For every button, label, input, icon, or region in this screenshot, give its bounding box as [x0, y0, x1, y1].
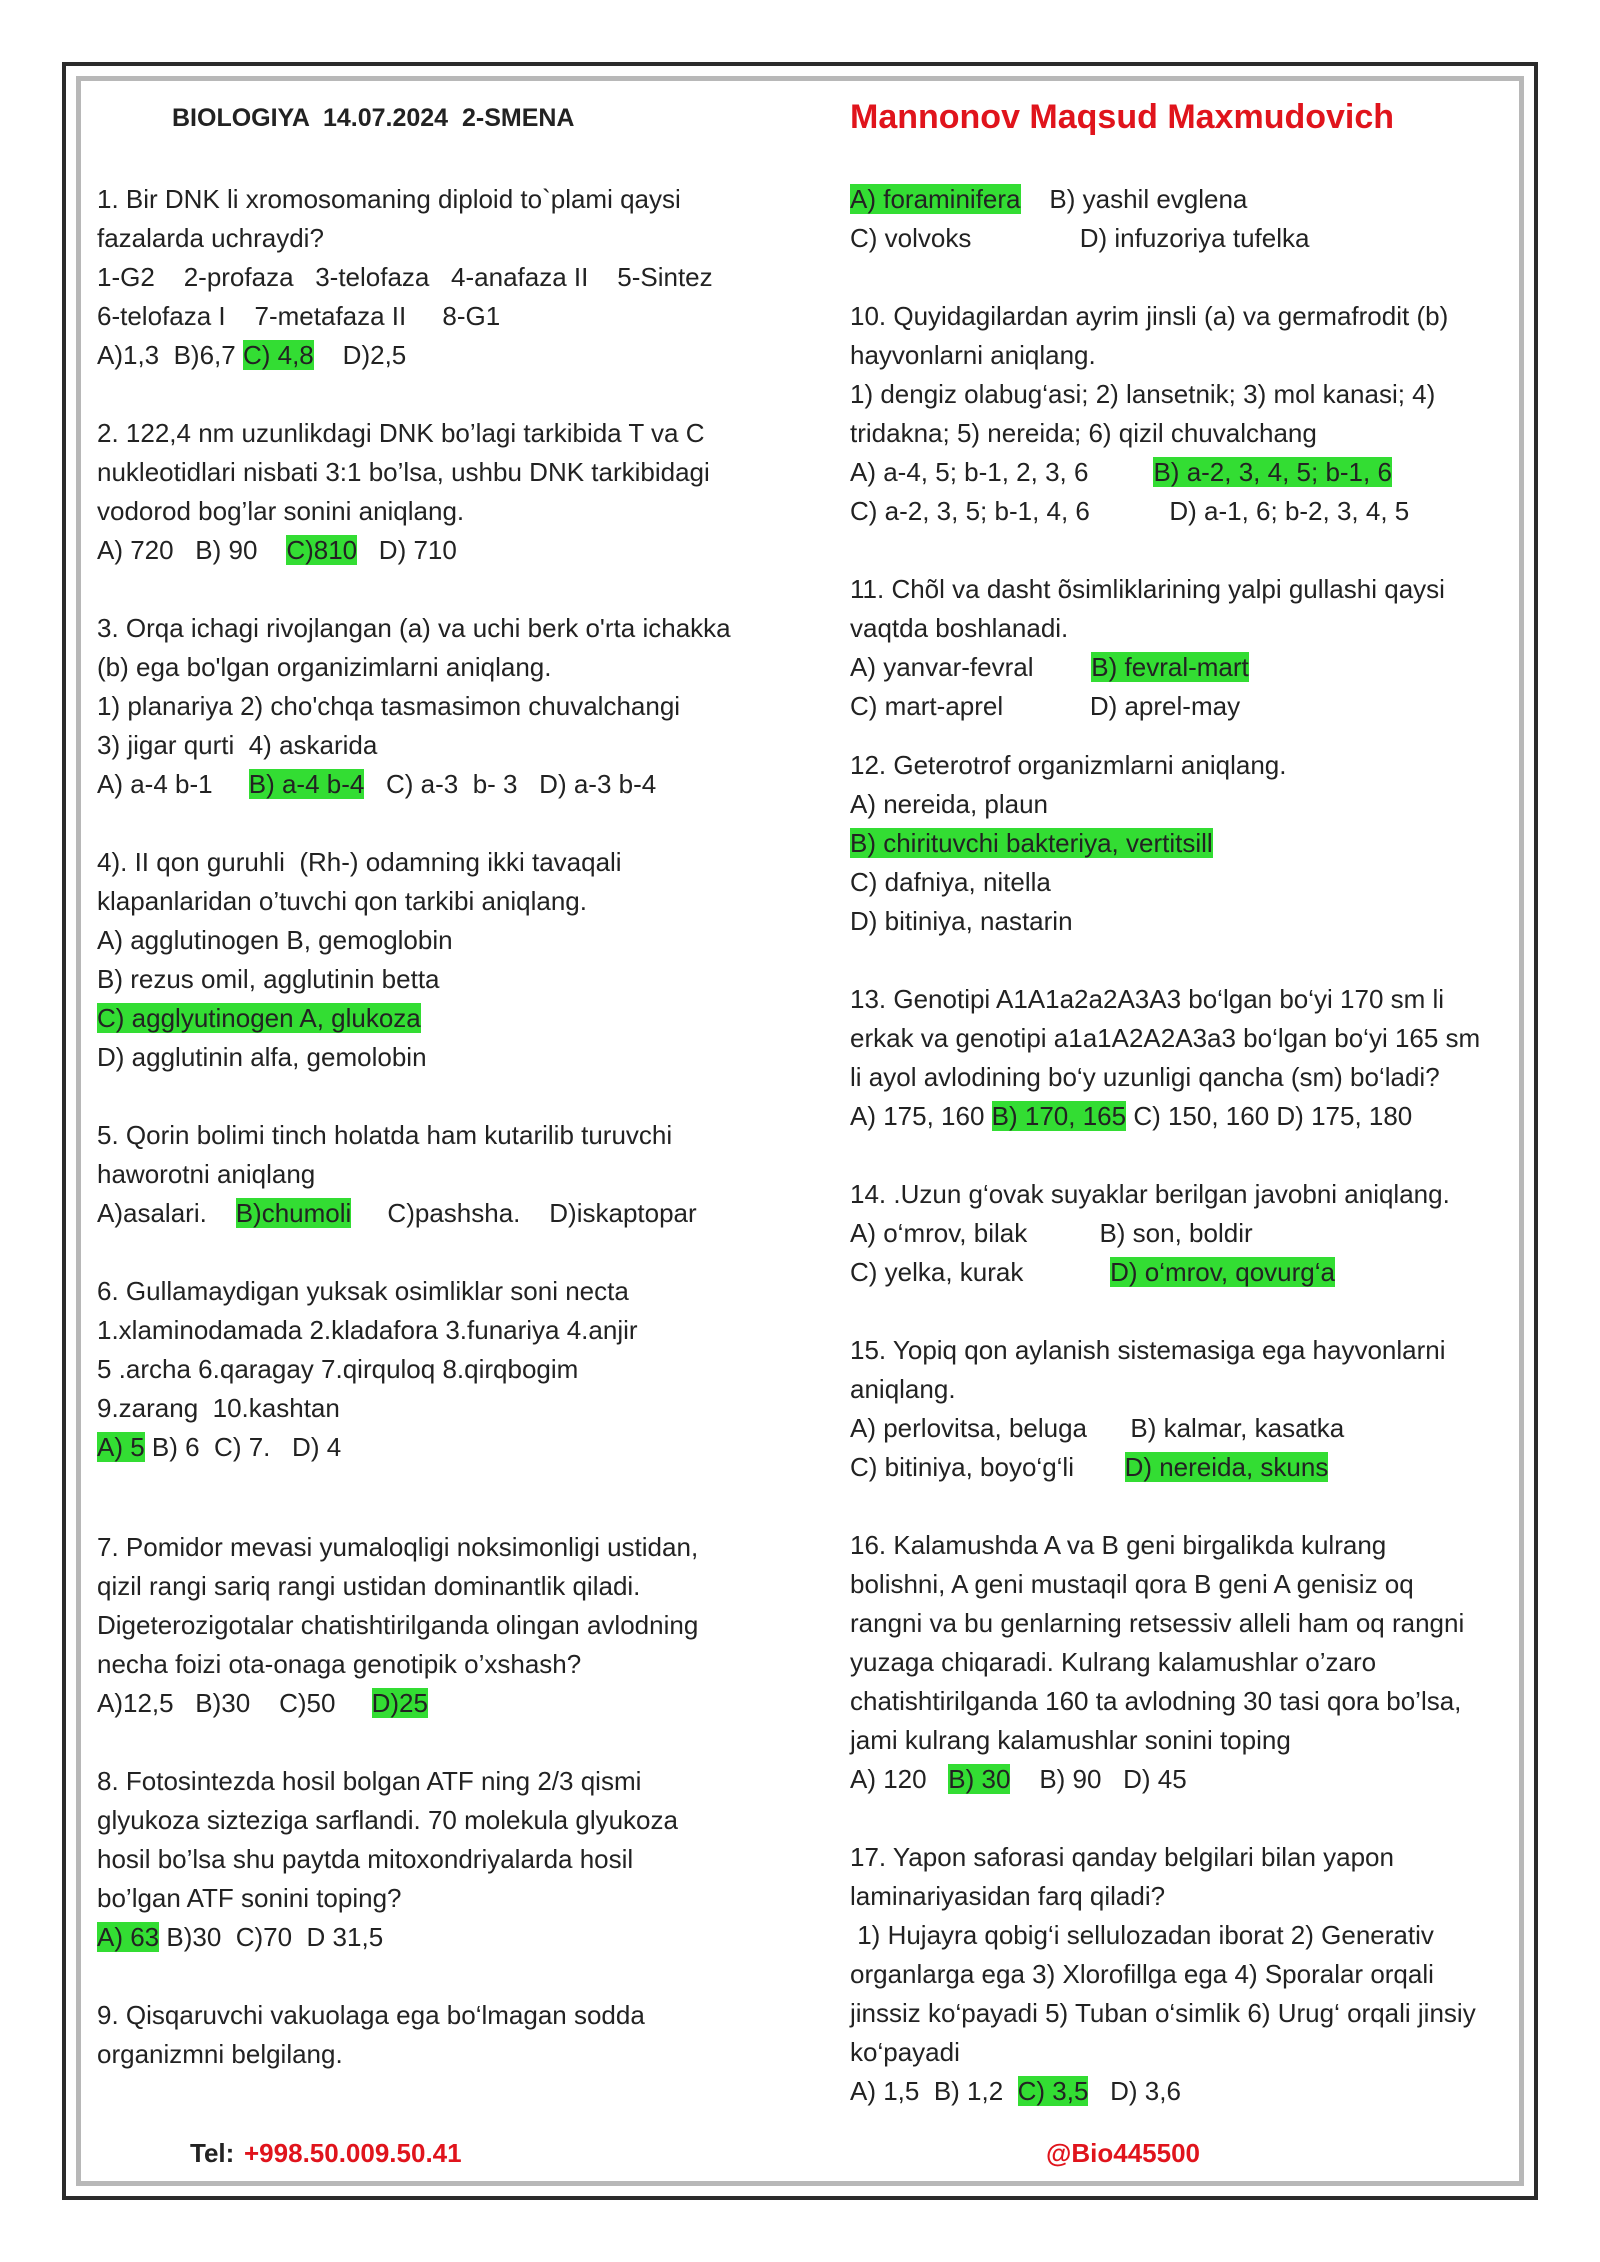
correct-answer-highlight: D) nereida, skuns: [1124, 1452, 1329, 1482]
question-text: 5. Qorin bolimi tinch holatda ham kutarilib turuvchi: [97, 1120, 673, 1150]
correct-answer-highlight: C)810: [286, 535, 358, 565]
question-text: organizmni belgilang.: [97, 2039, 343, 2069]
answer-options: [850, 648, 1520, 687]
option-text: A)1,3 B)6,7: [97, 340, 243, 370]
question-text: nukleotidlari nisbati 3:1 bo’lsa, ushbu DNK tarkibidagi: [97, 457, 710, 487]
question-text: chatishtirilganda 160 ta avlodning 30 tasi qora bo’lsa,: [850, 1686, 1462, 1716]
question-text: 12. Geterotrof organizmlarni aniqlang.: [850, 750, 1287, 780]
answer-options: [850, 180, 1520, 219]
question-17: [850, 1838, 1520, 2111]
option-text: C) bitiniya, boyo‘g‘li: [850, 1452, 1125, 1482]
question-2: [97, 414, 797, 570]
answer-options: [850, 453, 1520, 492]
question-text: Digeterozigotalar chatishtirilganda olingan avlodning: [97, 1610, 699, 1640]
question-text: haworotni aniqlang: [97, 1159, 316, 1189]
answer-options: [850, 824, 1520, 863]
question-text: 8. Fotosintezda hosil bolgan ATF ning 2/3 qismi: [97, 1766, 642, 1796]
question-text: aniqlang.: [850, 1374, 956, 1404]
option-text: C)pashsha. D)iskaptopar: [351, 1198, 697, 1228]
option-text: B) 90 D) 45: [1010, 1764, 1187, 1794]
question-text: bolishni, A geni mustaqil qora B geni A genisiz oq: [850, 1569, 1414, 1599]
option-text: A) a-4, 5; b-1, 2, 3, 6: [850, 457, 1154, 487]
answer-options: [97, 531, 797, 570]
correct-answer-highlight: D) o‘mrov, qovurg‘a: [1110, 1257, 1336, 1287]
question-1: [97, 180, 797, 375]
correct-answer-highlight: B) fevral-mart: [1091, 652, 1249, 682]
answer-options: [850, 1253, 1520, 1292]
answer-options: [97, 999, 797, 1038]
question-text: 16. Kalamushda A va B geni birgalikda kulrang: [850, 1530, 1387, 1560]
option-text: D)2,5: [313, 340, 407, 370]
question-text: 6. Gullamaydigan yuksak osimliklar soni necta: [97, 1276, 629, 1306]
question-text: jami kulrang kalamushlar sonini toping: [850, 1725, 1291, 1755]
question-text: vodorod bog’lar sonini aniqlang.: [97, 496, 465, 526]
option-text: D) 710: [357, 535, 457, 565]
question-16: [850, 1526, 1520, 1799]
question-text: erkak va genotipi a1a1A2A2A3a3 bo‘lgan bo‘yi 165 sm: [850, 1023, 1481, 1053]
answer-options: [850, 1448, 1520, 1487]
question-text: yuzaga chiqaradi. Kulrang kalamushlar o’zaro: [850, 1647, 1377, 1677]
question-13: [850, 980, 1520, 1136]
question-5: [97, 1116, 797, 1233]
option-text: A) 120: [850, 1764, 949, 1794]
question-text: hayvonlarni aniqlang.: [850, 340, 1096, 370]
question-6: [97, 1272, 797, 1467]
question-text: 5 .archa 6.qaragay 7.qirquloq 8.qirqbogim: [97, 1354, 579, 1384]
option-text: A) agglutinogen B, gemoglobin: [97, 925, 453, 955]
question-8: [97, 1762, 797, 1957]
correct-answer-highlight: C) 4,8: [242, 340, 314, 370]
question-text: tridakna; 5) nereida; 6) qizil chuvalchang: [850, 418, 1317, 448]
answer-options: [97, 1918, 797, 1957]
question-text: 1) dengiz olabug‘asi; 2) lansetnik; 3) mol kanasi; 4): [850, 379, 1436, 409]
option-text: C) yelka, kurak: [850, 1257, 1111, 1287]
question-text: 13. Genotipi A1A1a2a2A3A3 bo‘lgan bo‘yi 170 sm li: [850, 984, 1445, 1014]
option-text: C) volvoks D) infuzoriya tufelka: [850, 223, 1310, 253]
question-15: [850, 1331, 1520, 1487]
option-text: C) mart-aprel D) aprel-may: [850, 691, 1241, 721]
answer-options: [97, 1194, 797, 1233]
option-text: A) perlovitsa, beluga B) kalmar, kasatka: [850, 1413, 1345, 1443]
phone-number: +998.50.009.50.41: [244, 2138, 462, 2168]
social-handle: @Bio445500: [1046, 2138, 1200, 2168]
correct-answer-highlight: A) 63: [97, 1922, 160, 1952]
option-text: D) bitiniya, nastarin: [850, 906, 1073, 936]
answer-options: [850, 2072, 1520, 2111]
question-text: 2. 122,4 nm uzunlikdagi DNK bo’lagi tarkibida T va C: [97, 418, 705, 448]
question-text: bo’lgan ATF sonini toping?: [97, 1883, 402, 1913]
question-14: [850, 1175, 1520, 1292]
question-text: ko‘payadi: [850, 2037, 960, 2067]
question-9-options: [850, 180, 1520, 258]
question-text: 4). II qon guruhli (Rh-) odamning ikki tavaqali: [97, 847, 622, 877]
author-name: Mannonov Maqsud Maxmudovich: [850, 98, 1395, 136]
phone-label: Tel:: [190, 2138, 235, 2168]
option-text: A) nereida, plaun: [850, 789, 1049, 819]
option-text: A)12,5 B)30 C)50: [97, 1688, 372, 1718]
question-text: 1.xlaminodamada 2.kladafora 3.funariya 4.anjir: [97, 1315, 638, 1345]
question-text: necha foizi ota-onaga genotipik o’xshash?: [97, 1649, 582, 1679]
option-text: C) a-3 b- 3 D) a-3 b-4: [364, 769, 657, 799]
option-text: A) 175, 160: [850, 1101, 992, 1131]
correct-answer-highlight: A) 5: [97, 1432, 145, 1462]
question-text: 1-G2 2-profaza 3-telofaza 4-anafaza II 5-Sintez: [97, 262, 713, 292]
question-text: 1. Bir DNK li xromosomaning diploid to`plami qaysi: [97, 184, 681, 214]
question-text: laminariyasidan farq qiladi?: [850, 1881, 1166, 1911]
question-text: 9.zarang 10.kashtan: [97, 1393, 340, 1423]
question-3: [97, 609, 797, 804]
option-text: A) a-4 b-1: [97, 769, 249, 799]
option-text: D) 3,6: [1088, 2076, 1181, 2106]
option-text: B) rezus omil, agglutinin betta: [97, 964, 440, 994]
option-text: B)30 C)70 D 31,5: [159, 1922, 384, 1952]
correct-answer-highlight: B) a-4 b-4: [248, 769, 365, 799]
question-text: rangni va bu genlarning retsessiv alleli ham oq rangni: [850, 1608, 1465, 1638]
question-text: 3) jigar qurti 4) askarida: [97, 730, 378, 760]
answer-options: [850, 1097, 1520, 1136]
right-column: [850, 180, 1520, 2111]
question-text: hosil bo’lsa shu paytda mitoxondriyalarda hosil: [97, 1844, 634, 1874]
question-text: 1) Hujayra qobig‘i sellulozadan iborat 2) Generativ: [850, 1920, 1434, 1950]
question-12: [850, 746, 1520, 941]
question-text: organlarga ega 3) Xlorofillga ega 4) Sporalar orqali: [850, 1959, 1434, 1989]
correct-answer-highlight: B) a-2, 3, 4, 5; b-1, 6: [1153, 457, 1392, 487]
question-text: klapanlaridan o’tuvchi qon tarkibi aniqlang.: [97, 886, 587, 916]
correct-answer-highlight: C) agglyutinogen A, glukoza: [97, 1003, 421, 1033]
option-text: B) 6 C) 7. D) 4: [144, 1432, 342, 1462]
question-text: 7. Pomidor mevasi yumaloqligi noksimonligi ustidan,: [97, 1532, 699, 1562]
correct-answer-highlight: B) 170, 165: [991, 1101, 1127, 1131]
question-text: 9. Qisqaruvchi vakuolaga ega bo‘lmagan sodda: [97, 2000, 645, 2030]
question-text: 3. Orqa ichagi rivojlangan (a) va uchi berk o'rta ichakka: [97, 613, 731, 643]
question-text: vaqtda boshlanadi.: [850, 613, 1069, 643]
question-text: jinssiz ko‘payadi 5) Tuban o‘simlik 6) Urug‘ orqali jinsiy: [850, 1998, 1476, 2028]
answer-options: [850, 1760, 1520, 1799]
option-text: A)asalari.: [97, 1198, 236, 1228]
option-text: A) yanvar-fevral: [850, 652, 1092, 682]
question-text: 14. .Uzun g‘ovak suyaklar berilgan javobni aniqlang.: [850, 1179, 1450, 1209]
option-text: A) o‘mrov, bilak B) son, boldir: [850, 1218, 1253, 1248]
question-text: 11. Chõl va dasht õsimliklarining yalpi gullashi qaysi: [850, 574, 1445, 604]
option-text: A) 1,5 B) 1,2: [850, 2076, 1018, 2106]
test-title: BIOLOGIYA 14.07.2024 2-SMENA: [172, 104, 575, 132]
question-text: qizil rangi sariq rangi ustidan dominantlik qiladi.: [97, 1571, 641, 1601]
question-text: 10. Quyidagilardan ayrim jinsli (a) va germafrodit (b): [850, 301, 1449, 331]
question-text: glyukoza sizteziga sarflandi. 70 molekula glyukoza: [97, 1805, 678, 1835]
option-text: B) yashil evglena: [1020, 184, 1248, 214]
option-text: C) a-2, 3, 5; b-1, 4, 6 D) a-1, 6; b-2, 3, 4, 5: [850, 496, 1410, 526]
answer-options: [97, 765, 797, 804]
question-4: [97, 843, 797, 1077]
option-text: C) dafniya, nitella: [850, 867, 1051, 897]
question-text: 1) planariya 2) cho'chqa tasmasimon chuvalchangi: [97, 691, 681, 721]
correct-answer-highlight: B)chumoli: [235, 1198, 352, 1228]
correct-answer-highlight: C) 3,5: [1017, 2076, 1089, 2106]
answer-options: [97, 336, 797, 375]
answer-options: [97, 1428, 797, 1467]
question-9: [97, 1996, 797, 2074]
option-text: A) 720 B) 90: [97, 535, 287, 565]
answer-options: [97, 1684, 797, 1723]
question-text: (b) ega bo'lgan organizimlarni aniqlang.: [97, 652, 552, 682]
question-text: 17. Yapon saforasi qanday belgilari bilan yapon: [850, 1842, 1394, 1872]
question-text: 6-telofaza I 7-metafaza II 8-G1: [97, 301, 501, 331]
correct-answer-highlight: B) 30: [948, 1764, 1011, 1794]
question-10: [850, 297, 1520, 531]
question-text: li ayol avlodining bo‘y uzunligi qancha (sm) bo‘ladi?: [850, 1062, 1440, 1092]
question-text: fazalarda uchraydi?: [97, 223, 324, 253]
correct-answer-highlight: D)25: [371, 1688, 428, 1718]
question-11: [850, 570, 1520, 726]
question-text: 15. Yopiq qon aylanish sistemasiga ega hayvonlarni: [850, 1335, 1446, 1365]
correct-answer-highlight: A) foraminifera: [850, 184, 1021, 214]
question-7: [97, 1528, 797, 1723]
option-text: D) agglutinin alfa, gemolobin: [97, 1042, 427, 1072]
left-column: [97, 180, 797, 2074]
correct-answer-highlight: B) chirituvchi bakteriya, vertitsill: [850, 828, 1213, 858]
option-text: C) 150, 160 D) 175, 180: [1126, 1101, 1413, 1131]
